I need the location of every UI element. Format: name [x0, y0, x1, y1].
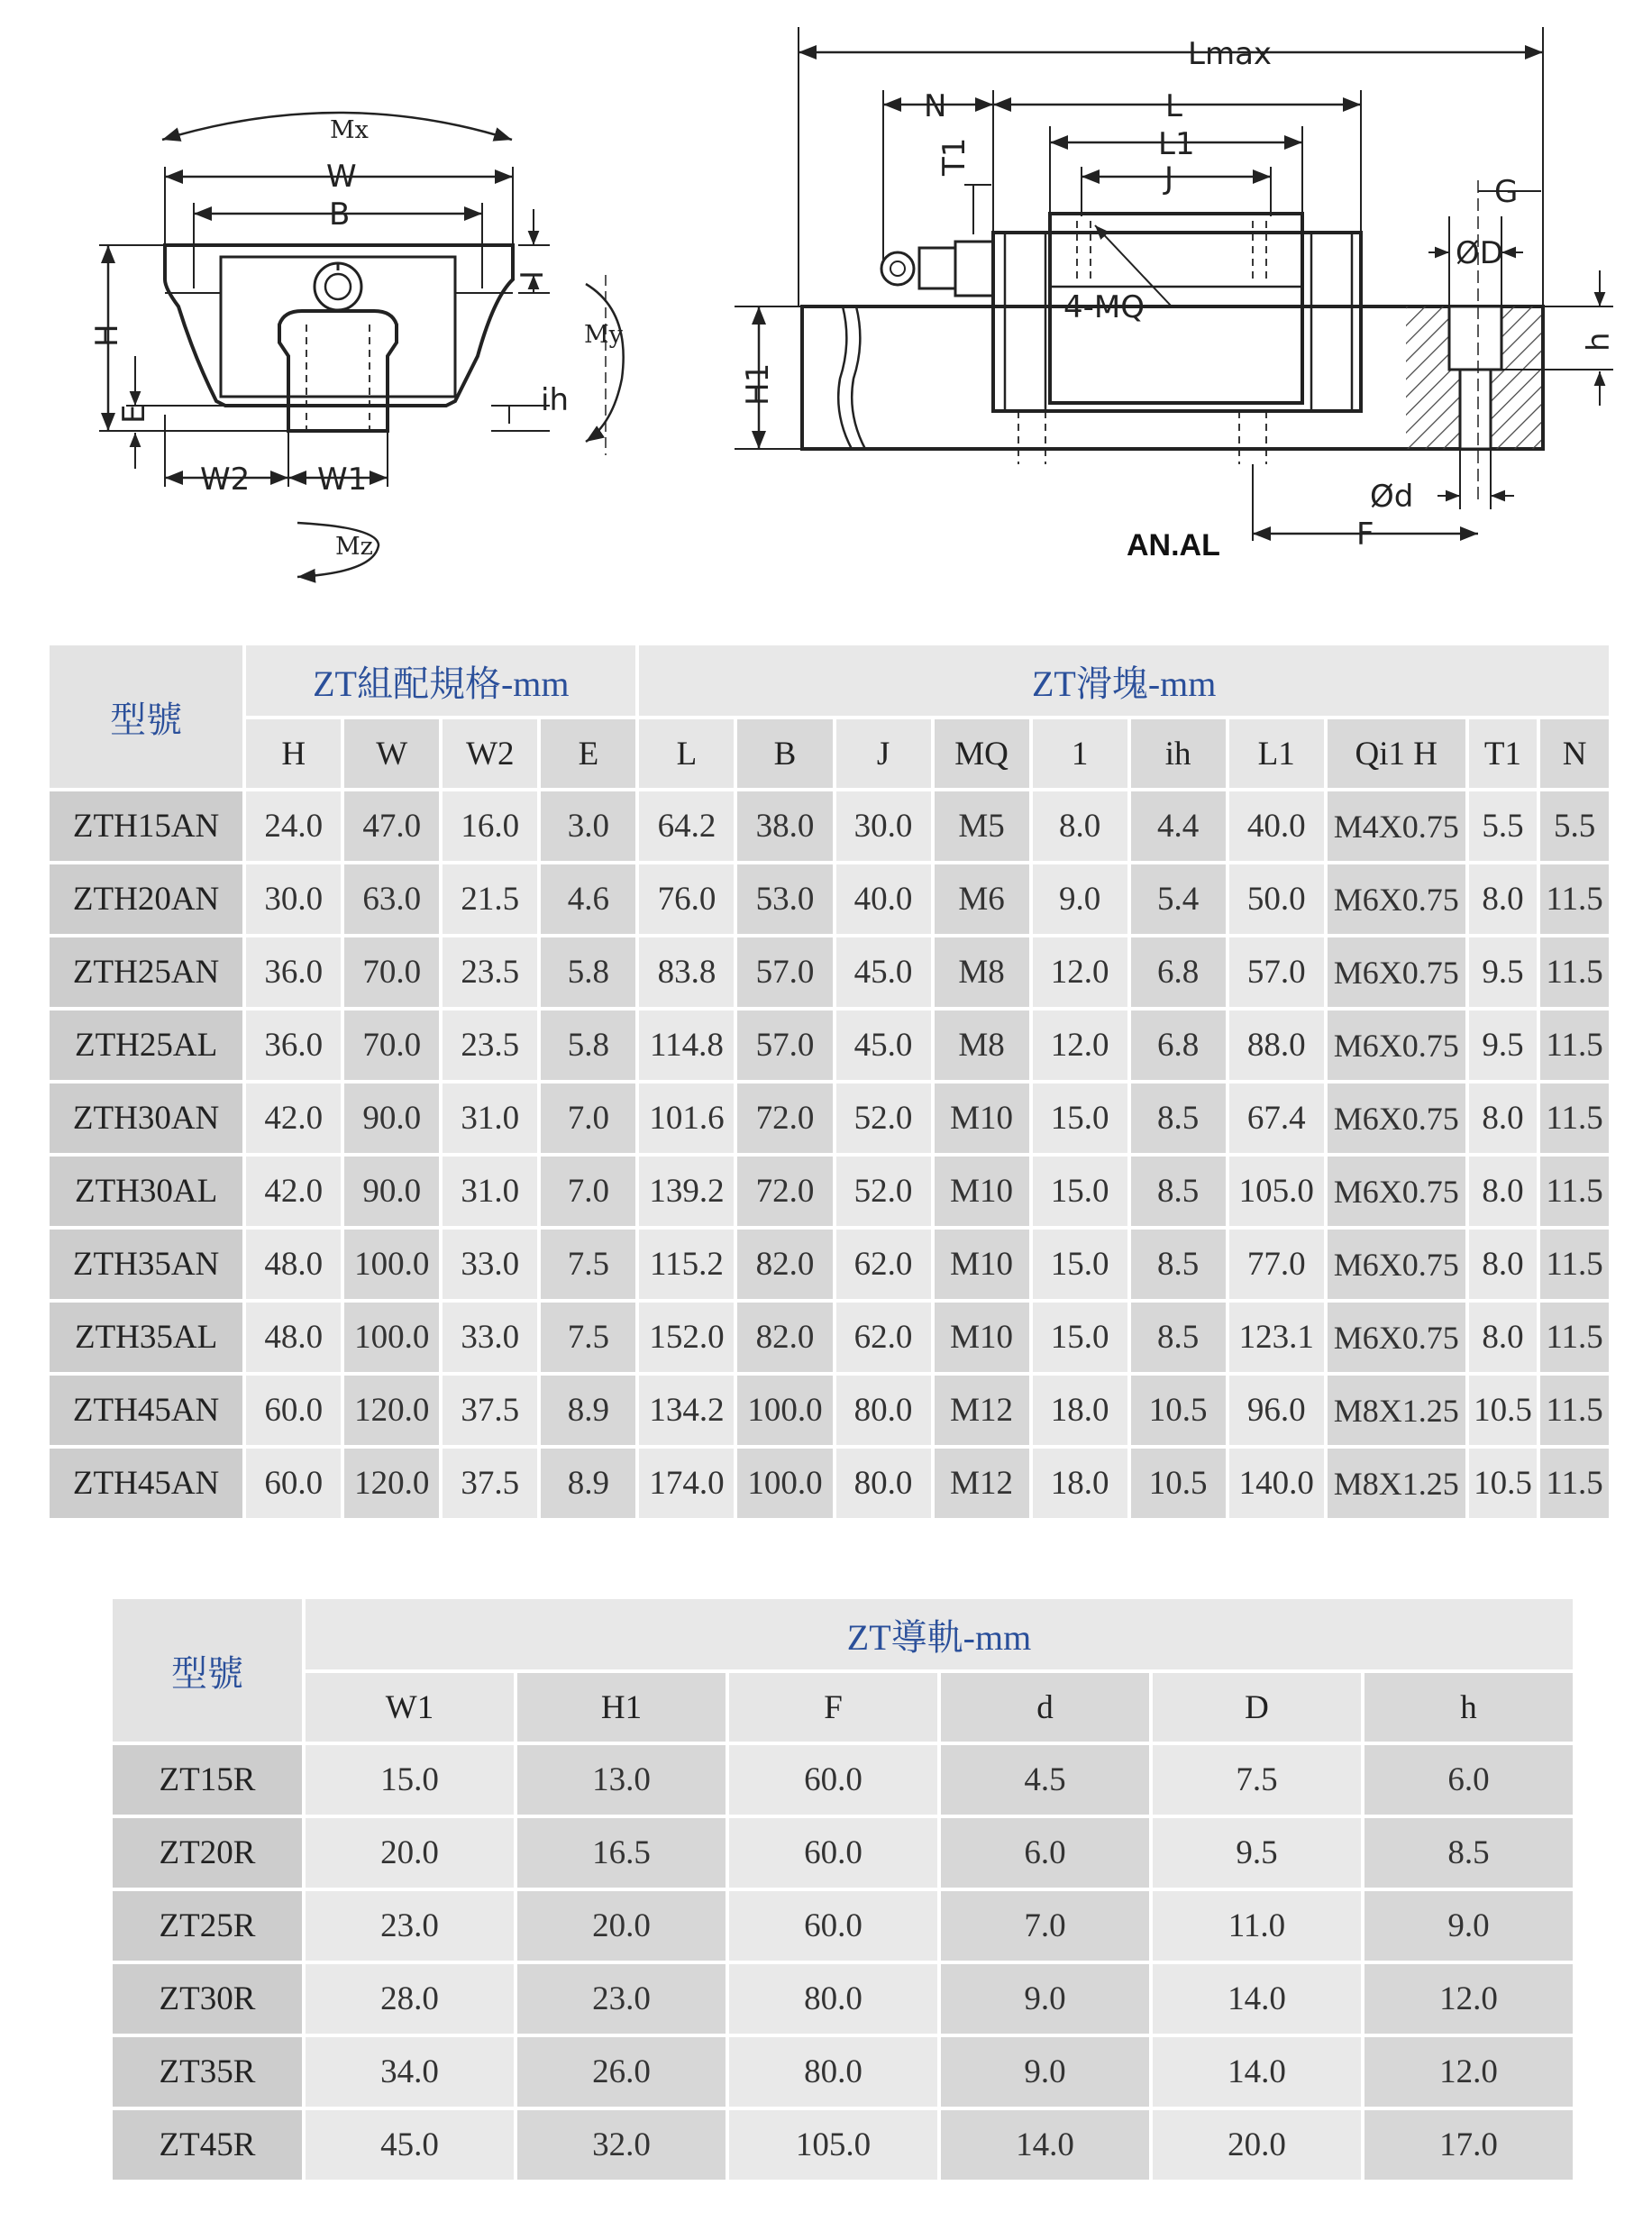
block-table-row [50, 1084, 1609, 1153]
block-group-header: ZT滑塊-mm [639, 645, 1609, 716]
value-cell: 24.0 [246, 791, 341, 861]
column-header-l1: L1 [1229, 719, 1324, 788]
label-w1: W1 [317, 462, 368, 498]
value-cell: 123.1 [1229, 1303, 1324, 1372]
value-cell: 8.9 [541, 1376, 635, 1445]
value-cell: 12.0 [1033, 937, 1127, 1007]
value-cell: 10.5 [1131, 1376, 1226, 1445]
value-cell: 8.0 [1469, 1230, 1537, 1299]
value-cell: M10 [935, 1157, 1029, 1226]
value-cell: 45.0 [836, 1010, 931, 1080]
value-cell: 28.0 [306, 1964, 514, 2034]
rail-table-row [113, 2037, 1573, 2107]
rail-table-row [113, 1818, 1573, 1888]
value-cell: 6.8 [1131, 1010, 1226, 1080]
value-cell: 90.0 [344, 1157, 439, 1226]
value-cell: M6X0.75 [1328, 1230, 1465, 1299]
column-header-d-large: D [1153, 1673, 1361, 1742]
value-cell: 11.5 [1540, 1449, 1609, 1518]
value-cell: 114.8 [639, 1010, 734, 1080]
block-table-row [50, 1157, 1609, 1226]
block-spec-table [46, 642, 1612, 1522]
column-header-mq: MQ [935, 719, 1029, 788]
value-cell: 37.5 [443, 1449, 537, 1518]
column-header-h-depth: h [1364, 1673, 1573, 1742]
value-cell: 36.0 [246, 937, 341, 1007]
front-view-drawing [99, 113, 624, 577]
value-cell: 105.0 [729, 2110, 937, 2180]
column-header-1: 1 [1033, 719, 1127, 788]
label-mz: Mz [335, 533, 373, 561]
value-cell: 52.0 [836, 1084, 931, 1153]
value-cell: 152.0 [639, 1303, 734, 1372]
value-cell: 60.0 [729, 1818, 937, 1888]
value-cell: M8X1.25 [1328, 1376, 1465, 1445]
value-cell: 23.0 [517, 1964, 726, 2034]
value-cell: 9.0 [941, 2037, 1149, 2107]
value-cell: 7.5 [541, 1230, 635, 1299]
label-w: W [326, 159, 357, 195]
value-cell: 80.0 [729, 1964, 937, 2034]
value-cell: 77.0 [1229, 1230, 1324, 1299]
value-cell: 11.5 [1540, 1010, 1609, 1080]
value-cell: 23.5 [443, 1010, 537, 1080]
value-cell: 11.0 [1153, 1891, 1361, 1961]
value-cell: M12 [935, 1449, 1029, 1518]
value-cell: 9.0 [1364, 1891, 1573, 1961]
label-mx: Mx [330, 116, 369, 144]
block-table-row [50, 937, 1609, 1007]
value-cell: 31.0 [443, 1084, 537, 1153]
value-cell: 11.5 [1540, 1230, 1609, 1299]
column-header-t1: T1 [1469, 719, 1537, 788]
block-table-row [50, 1303, 1609, 1372]
value-cell: 34.0 [306, 2037, 514, 2107]
label-lmax: Lmax [1188, 36, 1273, 72]
value-cell: 6.0 [1364, 1745, 1573, 1815]
value-cell: 11.5 [1540, 1376, 1609, 1445]
value-cell: 15.0 [1033, 1084, 1127, 1153]
model-cell: ZT15R [113, 1745, 302, 1815]
value-cell: 82.0 [737, 1303, 832, 1372]
label-4-mq: 4-MQ [1063, 289, 1145, 325]
value-cell: 15.0 [1033, 1230, 1127, 1299]
value-cell: 23.0 [306, 1891, 514, 1961]
value-cell: 8.5 [1131, 1230, 1226, 1299]
value-cell: M8 [935, 1010, 1029, 1080]
value-cell: M6 [935, 864, 1029, 934]
value-cell: 15.0 [306, 1745, 514, 1815]
column-header-w: W [344, 719, 439, 788]
value-cell: 134.2 [639, 1376, 734, 1445]
label-phi-d-large: ØD [1456, 235, 1503, 271]
value-cell: 20.0 [306, 1818, 514, 1888]
value-cell: 67.4 [1229, 1084, 1324, 1153]
value-cell: 57.0 [737, 1010, 832, 1080]
model-cell: ZT25R [113, 1891, 302, 1961]
value-cell: 8.5 [1131, 1157, 1226, 1226]
value-cell: 8.5 [1131, 1303, 1226, 1372]
model-cell: ZTH25AL [50, 1010, 242, 1080]
value-cell: 8.9 [541, 1449, 635, 1518]
value-cell: 33.0 [443, 1230, 537, 1299]
model-cell: ZT30R [113, 1964, 302, 2034]
value-cell: 53.0 [737, 864, 832, 934]
column-header-h: H [246, 719, 341, 788]
value-cell: 42.0 [246, 1084, 341, 1153]
value-cell: 80.0 [729, 2037, 937, 2107]
label-my: My [584, 321, 623, 349]
column-header-qi1-h: Qi1 H [1328, 719, 1465, 788]
value-cell: 12.0 [1364, 1964, 1573, 2034]
model-cell: ZTH35AL [50, 1303, 242, 1372]
value-cell: 80.0 [836, 1376, 931, 1445]
value-cell: 70.0 [344, 937, 439, 1007]
column-header-ih: ih [1131, 719, 1226, 788]
value-cell: M6X0.75 [1328, 1010, 1465, 1080]
column-header-l: L [639, 719, 734, 788]
value-cell: 88.0 [1229, 1010, 1324, 1080]
value-cell: M8X1.25 [1328, 1449, 1465, 1518]
value-cell: 60.0 [729, 1891, 937, 1961]
value-cell: 10.5 [1469, 1376, 1537, 1445]
value-cell: 21.5 [443, 864, 537, 934]
series-label: AN.AL [1127, 528, 1220, 562]
value-cell: M4X0.75 [1328, 791, 1465, 861]
label-i: I [515, 270, 551, 279]
block-table-row [50, 1010, 1609, 1080]
value-cell: 7.0 [541, 1084, 635, 1153]
value-cell: 96.0 [1229, 1376, 1324, 1445]
value-cell: 11.5 [1540, 864, 1609, 934]
value-cell: 6.8 [1131, 937, 1226, 1007]
value-cell: 7.5 [1153, 1745, 1361, 1815]
model-cell: ZTH20AN [50, 864, 242, 934]
value-cell: 20.0 [1153, 2110, 1361, 2180]
value-cell: 100.0 [344, 1303, 439, 1372]
value-cell: 7.5 [541, 1303, 635, 1372]
value-cell: 16.0 [443, 791, 537, 861]
value-cell: 100.0 [737, 1449, 832, 1518]
value-cell: 105.0 [1229, 1157, 1324, 1226]
value-cell: M10 [935, 1230, 1029, 1299]
value-cell: M10 [935, 1084, 1029, 1153]
value-cell: 63.0 [344, 864, 439, 934]
value-cell: 60.0 [246, 1376, 341, 1445]
label-t1: T1 [936, 137, 972, 176]
value-cell: 33.0 [443, 1303, 537, 1372]
value-cell: 40.0 [836, 864, 931, 934]
value-cell: 3.0 [541, 791, 635, 861]
rail-model-column-header: 型號 [113, 1599, 302, 1742]
rail-table-row [113, 1891, 1573, 1961]
value-cell: 8.5 [1364, 1818, 1573, 1888]
column-header-b: B [737, 719, 832, 788]
value-cell: M6X0.75 [1328, 1084, 1465, 1153]
value-cell: 76.0 [639, 864, 734, 934]
value-cell: 4.6 [541, 864, 635, 934]
value-cell: 26.0 [517, 2037, 726, 2107]
label-f: F [1356, 517, 1374, 553]
model-cell: ZTH15AN [50, 791, 242, 861]
value-cell: 31.0 [443, 1157, 537, 1226]
label-h1: H1 [740, 362, 776, 406]
value-cell: 14.0 [1153, 2037, 1361, 2107]
value-cell: 62.0 [836, 1230, 931, 1299]
label-l: L [1165, 88, 1182, 124]
value-cell: 8.0 [1469, 1157, 1537, 1226]
value-cell: 82.0 [737, 1230, 832, 1299]
value-cell: 16.5 [517, 1818, 726, 1888]
value-cell: 9.5 [1469, 1010, 1537, 1080]
column-header-n: N [1540, 719, 1609, 788]
column-header-h1: H1 [517, 1673, 726, 1742]
label-n: N [924, 88, 947, 124]
value-cell: 45.0 [836, 937, 931, 1007]
value-cell: 60.0 [729, 1745, 937, 1815]
rail-table-row [113, 1745, 1573, 1815]
value-cell: 11.5 [1540, 937, 1609, 1007]
value-cell: 120.0 [344, 1449, 439, 1518]
value-cell: 8.0 [1469, 864, 1537, 934]
label-phi-d-small: Ød [1370, 479, 1414, 515]
block-table-row [50, 864, 1609, 934]
value-cell: M6X0.75 [1328, 864, 1465, 934]
value-cell: 70.0 [344, 1010, 439, 1080]
label-l1: L1 [1158, 126, 1195, 162]
value-cell: 40.0 [1229, 791, 1324, 861]
value-cell: 9.5 [1469, 937, 1537, 1007]
model-column-header: 型號 [50, 645, 242, 788]
block-table-row [50, 1449, 1609, 1518]
value-cell: 5.5 [1469, 791, 1537, 861]
value-cell: 20.0 [517, 1891, 726, 1961]
value-cell: 4.5 [941, 1745, 1149, 1815]
value-cell: 36.0 [246, 1010, 341, 1080]
assembly-group-header: ZT組配規格-mm [246, 645, 635, 716]
value-cell: 90.0 [344, 1084, 439, 1153]
value-cell: 45.0 [306, 2110, 514, 2180]
value-cell: 11.5 [1540, 1303, 1609, 1372]
value-cell: 42.0 [246, 1157, 341, 1226]
value-cell: 72.0 [737, 1157, 832, 1226]
label-g: G [1494, 174, 1519, 210]
value-cell: 11.5 [1540, 1157, 1609, 1226]
rail-spec-table [109, 1596, 1576, 2183]
side-view-labels [740, 36, 1617, 562]
model-cell: ZTH30AN [50, 1084, 242, 1153]
value-cell: 10.5 [1469, 1449, 1537, 1518]
value-cell: 174.0 [639, 1449, 734, 1518]
value-cell: 18.0 [1033, 1449, 1127, 1518]
value-cell: 100.0 [344, 1230, 439, 1299]
value-cell: 101.6 [639, 1084, 734, 1153]
value-cell: 6.0 [941, 1818, 1149, 1888]
label-ih: ih [541, 382, 569, 418]
label-w2: W2 [200, 462, 251, 498]
value-cell: 9.0 [941, 1964, 1149, 2034]
value-cell: 80.0 [836, 1449, 931, 1518]
value-cell: 37.5 [443, 1376, 537, 1445]
rail-table-row [113, 2110, 1573, 2180]
column-header-d-small: d [941, 1673, 1149, 1742]
value-cell: 12.0 [1033, 1010, 1127, 1080]
value-cell: 62.0 [836, 1303, 931, 1372]
rail-group-header: ZT導軌-mm [306, 1599, 1573, 1669]
rail-table-row [113, 1964, 1573, 2034]
block-table-row [50, 1376, 1609, 1445]
value-cell: 14.0 [1153, 1964, 1361, 2034]
value-cell: 13.0 [517, 1745, 726, 1815]
value-cell: 17.0 [1364, 2110, 1573, 2180]
block-table-row [50, 791, 1609, 861]
value-cell: 50.0 [1229, 864, 1324, 934]
value-cell: 10.5 [1131, 1449, 1226, 1518]
value-cell: 47.0 [344, 791, 439, 861]
value-cell: M6X0.75 [1328, 1303, 1465, 1372]
value-cell: 8.5 [1131, 1084, 1226, 1153]
value-cell: 9.0 [1033, 864, 1127, 934]
model-cell: ZTH35AN [50, 1230, 242, 1299]
value-cell: 7.0 [541, 1157, 635, 1226]
value-cell: M6X0.75 [1328, 1157, 1465, 1226]
model-cell: ZTH30AL [50, 1157, 242, 1226]
value-cell: 30.0 [246, 864, 341, 934]
value-cell: 9.5 [1153, 1818, 1361, 1888]
value-cell: 18.0 [1033, 1376, 1127, 1445]
value-cell: 60.0 [246, 1449, 341, 1518]
value-cell: 15.0 [1033, 1157, 1127, 1226]
value-cell: 57.0 [737, 937, 832, 1007]
value-cell: 30.0 [836, 791, 931, 861]
value-cell: 7.0 [941, 1891, 1149, 1961]
value-cell: 5.4 [1131, 864, 1226, 934]
model-cell: ZTH25AN [50, 937, 242, 1007]
technical-drawings [0, 0, 1652, 613]
value-cell: 57.0 [1229, 937, 1324, 1007]
value-cell: 38.0 [737, 791, 832, 861]
value-cell: M10 [935, 1303, 1029, 1372]
value-cell: 11.5 [1540, 1084, 1609, 1153]
value-cell: 8.0 [1469, 1084, 1537, 1153]
value-cell: 139.2 [639, 1157, 734, 1226]
label-e: E [116, 404, 152, 424]
value-cell: 115.2 [639, 1230, 734, 1299]
column-header-w2: W2 [443, 719, 537, 788]
label-h: H [89, 324, 125, 347]
value-cell: 5.8 [541, 1010, 635, 1080]
value-cell: 15.0 [1033, 1303, 1127, 1372]
value-cell: 72.0 [737, 1084, 832, 1153]
value-cell: 5.5 [1540, 791, 1609, 861]
value-cell: 12.0 [1364, 2037, 1573, 2107]
front-view-labels [89, 116, 624, 561]
column-header-w1: W1 [306, 1673, 514, 1742]
label-h-depth: h [1581, 332, 1617, 352]
value-cell: 5.8 [541, 937, 635, 1007]
label-j: J [1164, 160, 1174, 197]
value-cell: M12 [935, 1376, 1029, 1445]
value-cell: M5 [935, 791, 1029, 861]
value-cell: 48.0 [246, 1230, 341, 1299]
value-cell: 48.0 [246, 1303, 341, 1372]
value-cell: 140.0 [1229, 1449, 1324, 1518]
value-cell: 52.0 [836, 1157, 931, 1226]
model-cell: ZT45R [113, 2110, 302, 2180]
value-cell: M8 [935, 937, 1029, 1007]
model-cell: ZTH45AN [50, 1449, 242, 1518]
value-cell: 23.5 [443, 937, 537, 1007]
block-table-row [50, 1230, 1609, 1299]
column-header-f: F [729, 1673, 937, 1742]
value-cell: 8.0 [1469, 1303, 1537, 1372]
value-cell: 4.4 [1131, 791, 1226, 861]
value-cell: 83.8 [639, 937, 734, 1007]
value-cell: 32.0 [517, 2110, 726, 2180]
value-cell: 64.2 [639, 791, 734, 861]
column-header-e: E [541, 719, 635, 788]
model-cell: ZTH45AN [50, 1376, 242, 1445]
value-cell: 120.0 [344, 1376, 439, 1445]
value-cell: 100.0 [737, 1376, 832, 1445]
model-cell: ZT35R [113, 2037, 302, 2107]
value-cell: 8.0 [1033, 791, 1127, 861]
value-cell: M6X0.75 [1328, 937, 1465, 1007]
model-cell: ZT20R [113, 1818, 302, 1888]
label-b: B [329, 197, 351, 233]
column-header-j: J [836, 719, 931, 788]
value-cell: 14.0 [941, 2110, 1149, 2180]
